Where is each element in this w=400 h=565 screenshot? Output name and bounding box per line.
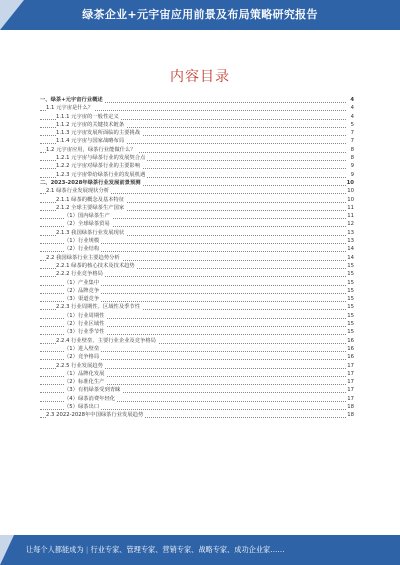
toc-entry-page: 14 [347, 254, 354, 261]
toc-entry-text: 1.2.3 元宇宙带给绿茶行业的发展机遇 [56, 171, 146, 178]
toc-entry[interactable] [40, 129, 354, 137]
toc-entry-text: 1.2.2 元宇宙对绿茶行业的主要影响 [56, 163, 141, 170]
toc-entry[interactable] [40, 154, 354, 162]
toc-entry-text: 2.1.3 我国绿茶行业发展现状 [56, 229, 125, 236]
toc-entry[interactable] [40, 303, 354, 311]
toc-entry[interactable] [40, 312, 354, 320]
toc-entry[interactable] [40, 270, 354, 278]
toc-entry[interactable] [40, 113, 354, 121]
toc-entry-text: 1.2 元宇宙应用，绿茶行业能做什么？ [46, 146, 136, 153]
toc-entry[interactable] [40, 279, 354, 287]
toc-entry-page: 14 [347, 246, 354, 253]
toc-entry[interactable] [40, 245, 354, 253]
toc-entry-text: 2.1.1 绿茶的概念及基本特征 [56, 196, 125, 203]
toc-entry-page: 12 [347, 221, 354, 228]
toc-entry[interactable] [40, 229, 354, 237]
toc-entry-page: 15 [347, 271, 354, 278]
toc-entry-text: （1）行业规模 [64, 238, 100, 245]
toc-entry-page: 15 [347, 262, 354, 269]
toc-entry-page: 15 [347, 312, 354, 319]
toc-entry[interactable] [40, 320, 354, 328]
toc-entry-text: （2）行业结构 [64, 246, 100, 253]
toc-entry[interactable] [40, 187, 354, 195]
toc-entry-page: 9 [350, 171, 354, 178]
toc-entry[interactable] [40, 254, 354, 262]
page-header [0, 0, 400, 30]
footer-text: 让每个人都能成为 | 行业专家、管理专家、营销专家、战略专家、成功企业家…… [26, 545, 285, 554]
toc-entry[interactable] [40, 179, 354, 187]
toc-entry-text: 2.1.2 全球主要绿茶生产国家 [56, 204, 125, 211]
toc-entry[interactable] [40, 96, 354, 104]
toc-entry-page: 17 [347, 370, 354, 377]
toc-entry-text: 2.1 绿茶行业发展现状分析 [46, 188, 110, 195]
toc-entry-page: 16 [347, 337, 354, 344]
toc-entry-page: 15 [347, 279, 354, 286]
toc-entry-page: 17 [347, 387, 354, 394]
toc-entry-text: 1.1.3 元宇宙发展所面临的主要挑战 [56, 130, 141, 137]
toc-entry-text: 一、绿茶+元宇宙行业概述 [40, 97, 103, 103]
toc-entry[interactable] [40, 295, 354, 303]
toc-entry-text: 2.2.1 绿茶的核心技术及技术趋势 [56, 262, 135, 269]
page-footer [0, 535, 400, 565]
toc-entry-text: 1.2.1 元宇宙与绿茶行业的发展契合点 [56, 155, 146, 162]
toc-entry[interactable] [40, 395, 354, 403]
toc-entry-text: （1）产业集中 [64, 279, 100, 286]
toc-entry[interactable] [40, 262, 354, 270]
toc-entry-page: 17 [347, 362, 354, 369]
toc-entry-page: 15 [347, 287, 354, 294]
toc-entry-page: 15 [347, 296, 354, 303]
toc-entry-text: 2.2.3 行业周期性、区域性及季节性 [56, 304, 141, 311]
toc-entry[interactable] [40, 171, 354, 179]
toc-entry[interactable] [40, 121, 354, 129]
footer-roles: 行业专家、管理专家、营销专家、战略专家、成功企业家…… [90, 545, 285, 554]
toc-entry-text: 2.2.4 行业壁垒、主要行业企业及竞争格局 [56, 337, 156, 344]
toc-entry-page: 16 [347, 345, 354, 352]
toc-entry[interactable] [40, 146, 354, 154]
toc-entry-text: （4）绿茶消费年轻化 [64, 395, 116, 402]
footer-slogan: 让每个人都能成为 [26, 545, 84, 554]
toc-entry-page: 15 [347, 329, 354, 336]
footer-accent-triangle [0, 535, 14, 565]
table-of-contents [40, 96, 354, 420]
toc-entry[interactable] [40, 104, 354, 112]
toc-entry-page: 10 [346, 179, 354, 186]
toc-entry-page: 10 [347, 188, 354, 195]
toc-entry-page: 11 [347, 204, 354, 211]
toc-entry-page: 13 [347, 238, 354, 245]
toc-entry-page: 4 [350, 97, 354, 103]
toc-entry-page: 10 [347, 196, 354, 203]
toc-entry-page: 9 [350, 163, 354, 170]
toc-entry-text: 1.1 元宇宙是什么？ [46, 105, 94, 112]
header-title: 绿茶企业+元宇宙应用前景及布局策略研究报告 [82, 8, 318, 21]
toc-entry[interactable] [40, 345, 354, 353]
toc-entry[interactable] [40, 212, 354, 220]
toc-entry-text: 二、2023-2028年绿茶行业发展前景预测 [40, 179, 141, 186]
toc-entry-text: （1）品牌化发展 [64, 370, 105, 377]
toc-entry-page: 7 [350, 138, 354, 145]
toc-entry-text: （1）行业周期性 [64, 312, 105, 319]
toc-entry-page: 4 [350, 113, 354, 120]
toc-entry-page: 11 [347, 213, 354, 220]
toc-entry-page: 4 [350, 105, 354, 112]
toc-entry[interactable] [40, 353, 354, 361]
toc-entry[interactable] [40, 362, 354, 370]
toc-entry[interactable] [40, 237, 354, 245]
toc-entry-text: （3）行业季节性 [64, 329, 105, 336]
toc-entry-text: （3）渠道竞争 [64, 296, 100, 303]
toc-entry[interactable] [40, 411, 354, 419]
toc-entry-text: （1）进入壁垒 [64, 345, 100, 352]
toc-entry-text: 1.1.4 元宇宙与国家战略布局 [56, 138, 125, 145]
toc-entry[interactable] [40, 337, 354, 345]
toc-entry-text: （2）品牌竞争 [64, 287, 100, 294]
toc-entry-text: （2）竞争格局 [64, 354, 100, 361]
toc-entry[interactable] [40, 137, 354, 145]
toc-entry-text: （2）全球绿茶贸易 [64, 221, 110, 228]
toc-title: 内容目录 [170, 69, 230, 85]
toc-entry-page: 8 [350, 146, 354, 153]
toc-entry-page: 18 [347, 412, 354, 419]
toc-entry-page: 8 [350, 155, 354, 162]
toc-entry-page: 15 [347, 304, 354, 311]
toc-entry-text: （5）绿茶出口 [64, 403, 100, 410]
toc-entry[interactable] [40, 403, 354, 411]
toc-entry-text: 2.2.2 行业竞争格局 [56, 271, 103, 278]
toc-entry[interactable] [40, 204, 354, 212]
toc-entry-page: 15 [347, 321, 354, 328]
toc-entry-page: 13 [347, 229, 354, 236]
toc-entry[interactable] [40, 370, 354, 378]
toc-entry-text: （2）标准化生产 [64, 379, 105, 386]
toc-entry[interactable] [40, 162, 354, 170]
toc-entry[interactable] [40, 378, 354, 386]
toc-entry[interactable] [40, 196, 354, 204]
toc-entry[interactable] [40, 386, 354, 394]
toc-entry-page: 17 [347, 379, 354, 386]
toc-entry[interactable] [40, 287, 354, 295]
toc-entry[interactable] [40, 328, 354, 336]
toc-entry-text: （3）有机绿茶受到青睐 [64, 387, 121, 394]
toc-entry-text: 2.3 2022-2028年中国绿茶行业发展趋势 [46, 412, 144, 419]
toc-entry-text: 2.2 我国绿茶行业主要趋势分析 [46, 254, 120, 261]
toc-entry[interactable] [40, 220, 354, 228]
toc-entry-page: 7 [350, 130, 354, 137]
toc-entry-text: 1.1.1 元宇宙的一般性定义 [56, 113, 119, 120]
toc-entry-text: （1）国内绿茶生产 [64, 213, 110, 220]
toc-entry-text: 2.2.5 行业发展趋势 [56, 362, 103, 369]
toc-entry-page: 18 [347, 403, 354, 410]
toc-entry-text: 1.1.2 元宇宙的关键技术链条 [56, 121, 125, 128]
toc-entry-text: （2）行业区域性 [64, 321, 105, 328]
toc-entry-page: 5 [350, 121, 354, 128]
toc-entry-page: 16 [347, 354, 354, 361]
toc-entry-page: 17 [347, 395, 354, 402]
